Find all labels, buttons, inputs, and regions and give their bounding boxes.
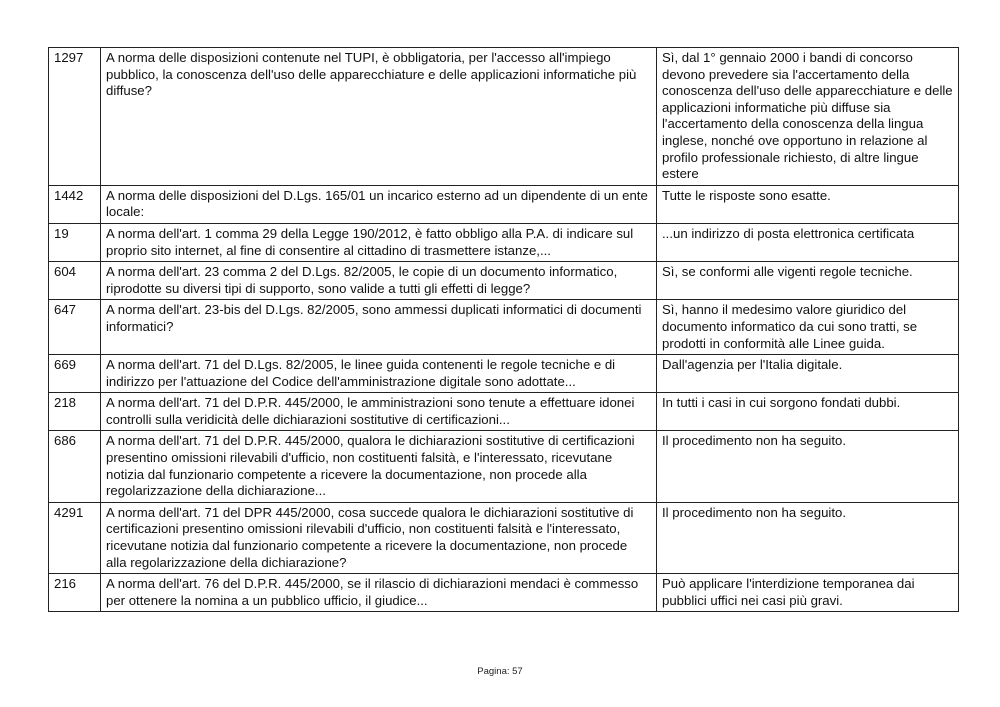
question-id: 669 [49, 355, 101, 393]
answer-text: ...un indirizzo di posta elettronica certificata [657, 223, 959, 261]
question-text: A norma delle disposizioni contenute nel TUPI, è obbligatoria, per l'accesso all'impiego pubblico, la conoscenza dell'uso delle apparecchiature e delle applicazioni informatiche più diffuse? [101, 48, 657, 186]
table-row [49, 48, 959, 186]
table-row [49, 262, 959, 300]
answer-text: Il procedimento non ha seguito. [657, 431, 959, 502]
question-text: A norma dell'art. 71 del DPR 445/2000, cosa succede qualora le dichiarazioni sostitutive di certificazioni presentino omissioni rilevabili d'ufficio, non costituenti falsità e l'interessato, ricevutane notizia dal funzionario competente a ricevere la documentazione, non procede alla regolarizzazione della dichiarazione? [101, 502, 657, 573]
question-text: A norma dell'art. 23 comma 2 del D.Lgs. 82/2005, le copie di un documento informatico, riprodotte su diversi tipi di supporto, sono valide a tutti gli effetti di legge? [101, 262, 657, 300]
question-id: 604 [49, 262, 101, 300]
question-text: A norma dell'art. 71 del D.P.R. 445/2000, le amministrazioni sono tenute a effettuare idonei controlli sulla veridicità delle dichiarazioni sostitutive di certificazioni... [101, 393, 657, 431]
question-id: 1442 [49, 185, 101, 223]
table-row [49, 502, 959, 573]
question-text: A norma dell'art. 1 comma 29 della Legge 190/2012, è fatto obbligo alla P.A. di indicare sul proprio sito internet, al fine di consentire al cittadino di trasmettere istanze,... [101, 223, 657, 261]
question-text: A norma dell'art. 76 del D.P.R. 445/2000, se il rilascio di dichiarazioni mendaci è commesso per ottenere la nomina a un pubblico ufficio, il giudice... [101, 574, 657, 612]
page-number: Pagina: 57 [477, 666, 523, 677]
answer-text: In tutti i casi in cui sorgono fondati dubbi. [657, 393, 959, 431]
table-row [49, 431, 959, 502]
question-id: 686 [49, 431, 101, 502]
question-text: A norma dell'art. 71 del D.Lgs. 82/2005, le linee guida contenenti le regole tecniche e di indirizzo per l'attuazione del Codice dell'amministrazione digitale sono adottate... [101, 355, 657, 393]
qa-table [48, 47, 959, 612]
answer-text: Dall'agenzia per l'Italia digitale. [657, 355, 959, 393]
table-row [49, 393, 959, 431]
answer-text: Sì, dal 1° gennaio 2000 i bandi di concorso devono prevedere sia l'accertamento della conoscenza dell'uso delle apparecchiature e delle applicazioni informatiche più diffuse sia l'accertamento della conoscenza della lingua inglese, nonché ove opportuno in relazione al profilo professionale richiesto, di altre lingue estere [657, 48, 959, 186]
answer-text: Sì, se conformi alle vigenti regole tecniche. [657, 262, 959, 300]
question-id: 647 [49, 300, 101, 355]
table-row [49, 355, 959, 393]
question-id: 218 [49, 393, 101, 431]
question-text: A norma dell'art. 23-bis del D.Lgs. 82/2005, sono ammessi duplicati informatici di documenti informatici? [101, 300, 657, 355]
answer-text: Sì, hanno il medesimo valore giuridico del documento informatico da cui sono tratti, se prodotti in conformità alle Linee guida. [657, 300, 959, 355]
answer-text: Il procedimento non ha seguito. [657, 502, 959, 573]
question-id: 1297 [49, 48, 101, 186]
table-row [49, 300, 959, 355]
table-row [49, 185, 959, 223]
answer-text: Tutte le risposte sono esatte. [657, 185, 959, 223]
question-id: 19 [49, 223, 101, 261]
question-id: 216 [49, 574, 101, 612]
table-row [49, 223, 959, 261]
question-text: A norma delle disposizioni del D.Lgs. 165/01 un incarico esterno ad un dipendente di un ente locale: [101, 185, 657, 223]
question-text: A norma dell'art. 71 del D.P.R. 445/2000, qualora le dichiarazioni sostitutive di certificazioni presentino omissioni rilevabili d'ufficio, non costituenti falsità, e l'interessato, ricevutane notizia dal funzionario competente a ricevere la documentazione, non procede alla regolarizzazione della dichiarazione... [101, 431, 657, 502]
table-row [49, 574, 959, 612]
answer-text: Può applicare l'interdizione temporanea dai pubblici uffici nei casi più gravi. [657, 574, 959, 612]
question-id: 4291 [49, 502, 101, 573]
